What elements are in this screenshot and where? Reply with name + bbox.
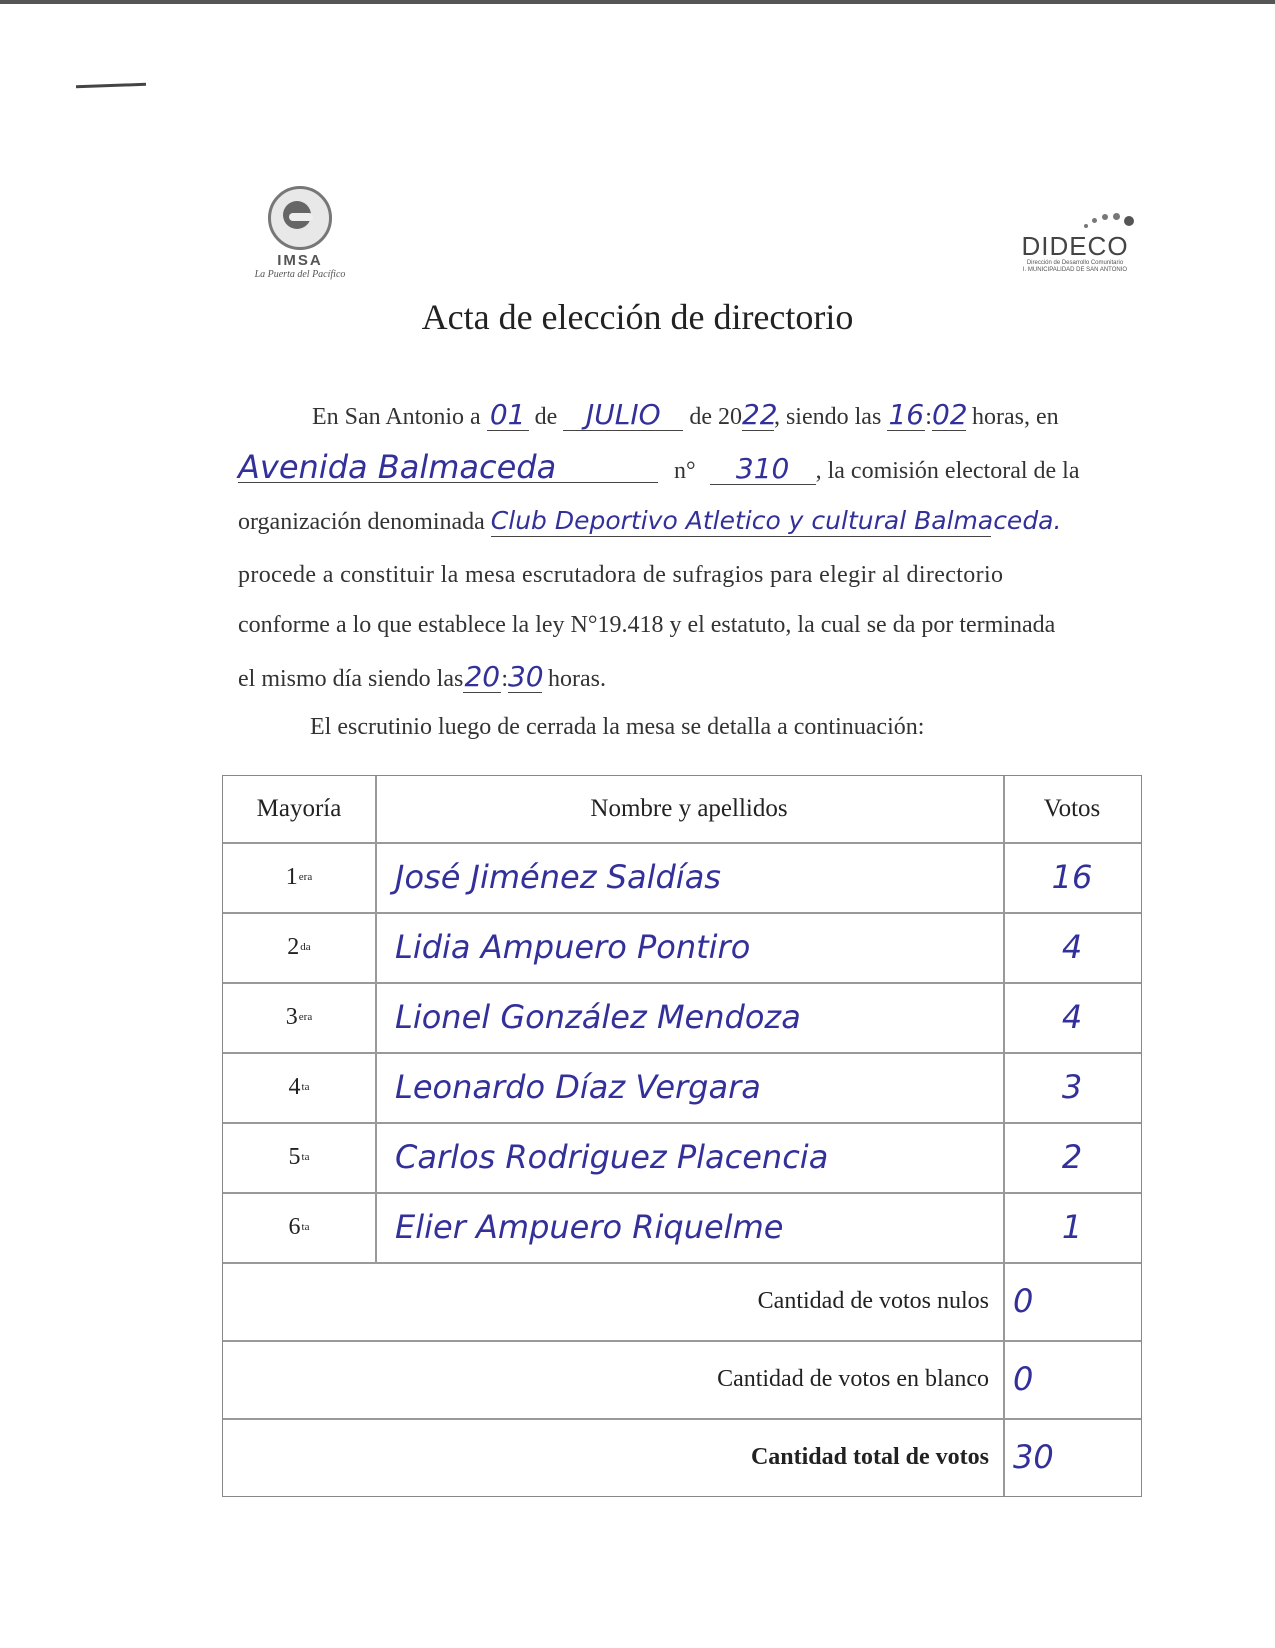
row-6-votes: 1 [1061,1208,1083,1246]
scan-edge [0,0,1275,4]
row-3-name: Lionel González Mendoza [395,998,801,1036]
header-rank: Mayoría [256,795,342,822]
field-day: 01 [487,400,529,431]
field-month: JULIO [563,400,683,431]
row-2-votes: 4 [1061,928,1083,966]
field-year: 22 [741,398,778,431]
field-number: 310 [710,454,816,485]
escrutinio-intro: El escrutinio luego de cerrada la mesa se detalla a continuación: [310,714,925,740]
label-en-san-antonio: En San Antonio a [312,404,481,430]
row-4-rank: 4 ta [288,1073,310,1100]
form-line-address [238,448,1080,486]
form-line-end-time [238,662,606,693]
label-de-20: de 20 [689,404,742,430]
imsa-logo [240,186,360,280]
dideco-logo-sub1: Dirección de Desarrollo Comunitario [1026,260,1124,266]
row-3-votes: 4 [1061,998,1083,1036]
field-minute-end: 30 [507,660,544,693]
field-minute-start: 02 [931,398,968,431]
header-votes: Votos [1043,795,1101,822]
row-5-votes: 2 [1061,1138,1083,1176]
time-colon-1: : [925,404,932,430]
label-number: n° [674,458,696,484]
dideco-logo-sub2: I. MUNICIPALIDAD DE SAN ANTONIO [1022,267,1128,273]
row-6-name: Elier Ampuero Riquelme [395,1208,784,1246]
form-line-5: conforme a lo que establece la ley N°19.418 y el estatuto, la cual se da por terminada [238,612,1056,638]
results-table [222,775,1142,1497]
label-siendo-las: , siendo las [773,404,882,430]
field-hour-end: 20 [464,660,501,693]
label-mismo-dia: el mismo día siendo las [238,666,464,692]
row-1-rank: 1 era [285,863,313,890]
header-name: Nombre y apellidos [590,795,788,822]
dideco-dots-icon [1010,210,1140,232]
field-street: Avenida Balmaceda [238,452,658,483]
total-null-value: 0 [1013,1282,1034,1320]
document-title: Acta de elección de directorio [421,297,854,337]
time-colon-2: : [501,666,508,692]
total-blank-label: Cantidad de votos en blanco [717,1365,989,1392]
field-organization-name: Club Deportivo Atletico y cultural Balmaceda. [490,506,1062,535]
label-organizacion: organización denominada [238,509,485,535]
form-line-4: procede a constituir la mesa escrutadora de sufragios para elegir al directorio [238,562,1004,588]
total-votes-value: 30 [1013,1438,1054,1476]
row-5-rank: 5 ta [288,1143,310,1170]
dideco-logo-name: DIDECO [1021,231,1129,261]
total-null-label: Cantidad de votos nulos [757,1287,989,1314]
label-horas-en: horas, en [971,404,1059,430]
dideco-logo [1010,210,1140,274]
row-2-rank: 2 da [287,933,311,960]
label-comision: , la comisión electoral de la [815,458,1080,484]
imsa-logo-name: IMSA [277,252,323,269]
label-de: de [534,404,558,430]
row-1-name: José Jiménez Saldías [395,858,721,896]
imsa-emblem-icon [268,186,332,250]
row-5-name: Carlos Rodriguez Placencia [395,1138,829,1176]
row-4-name: Leonardo Díaz Vergara [395,1068,761,1106]
total-blank-value: 0 [1013,1360,1034,1398]
total-votes-label: Cantidad total de votos [750,1443,989,1470]
row-4-votes: 3 [1061,1068,1083,1106]
label-horas: horas. [547,666,606,692]
row-1-votes: 16 [1051,858,1093,896]
imsa-logo-motto: La Puerta del Pacífico [254,269,346,280]
row-3-rank: 3 era [285,1003,313,1030]
form-line-date [312,400,1059,431]
form-line-organization [238,506,1062,537]
row-2-name: Lidia Ampuero Pontiro [395,928,751,966]
field-hour-start: 16 [888,398,925,431]
row-6-rank: 6 ta [288,1213,310,1240]
scan-mark [76,83,146,88]
